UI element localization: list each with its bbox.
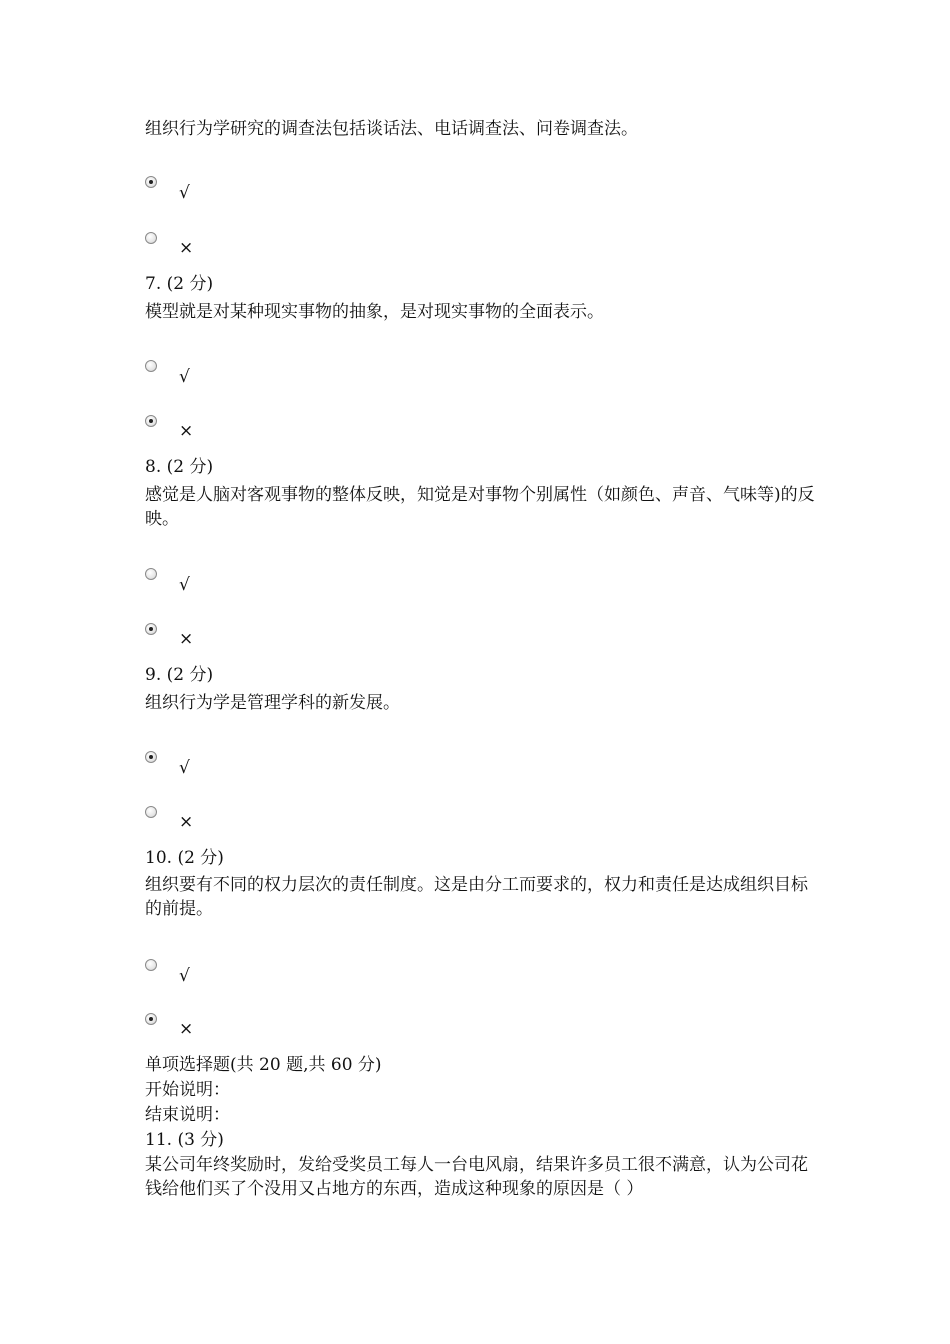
question-9-option-false[interactable] [145, 804, 205, 832]
section-start-note: 开始说明： [145, 1080, 230, 1100]
question-6-option-false[interactable] [145, 230, 205, 258]
section-title: 单项选择题(共 20 题,共 60 分) [145, 1055, 382, 1075]
question-10-header: 10. (2 分) [145, 848, 224, 868]
cross-mark-label: × [179, 238, 194, 258]
question-7-option-false[interactable] [145, 413, 205, 441]
question-8-header: 8. (2 分) [145, 457, 214, 477]
radio-unselected-icon[interactable] [145, 568, 157, 580]
question-10-option-true[interactable] [145, 957, 205, 986]
question-8-option-true[interactable] [145, 566, 205, 595]
question-9-text: 组织行为学是管理学科的新发展。 [145, 693, 400, 713]
check-mark-label: √ [179, 367, 190, 387]
check-mark-label: √ [179, 966, 190, 986]
cross-mark-label: × [179, 421, 194, 441]
radio-unselected-icon[interactable] [145, 806, 157, 818]
check-mark-label: √ [179, 758, 190, 778]
cross-mark-label: × [179, 1019, 194, 1039]
check-mark-label: √ [179, 183, 190, 203]
question-7-header: 7. (2 分) [145, 274, 214, 294]
question-7-text: 模型就是对某种现实事物的抽象，是对现实事物的全面表示。 [145, 302, 604, 322]
question-8-text: 感觉是人脑对客观事物的整体反映，知觉是对事物个别属性（如颜色、声音、气味等)的反映。 [145, 485, 815, 529]
section-end-note: 结束说明： [145, 1105, 230, 1125]
radio-selected-icon[interactable] [145, 1013, 157, 1025]
radio-unselected-icon[interactable] [145, 959, 157, 971]
cross-mark-label: × [179, 812, 194, 832]
radio-unselected-icon[interactable] [145, 360, 157, 372]
radio-selected-icon[interactable] [145, 176, 157, 188]
question-9-option-true[interactable] [145, 749, 205, 778]
question-10-option-false[interactable] [145, 1011, 205, 1039]
radio-selected-icon[interactable] [145, 415, 157, 427]
question-8-option-false[interactable] [145, 621, 205, 649]
question-6-option-true[interactable] [145, 174, 205, 203]
radio-unselected-icon[interactable] [145, 232, 157, 244]
question-9-header: 9. (2 分) [145, 665, 214, 685]
question-11-text: 某公司年终奖励时，发给受奖员工每人一台电风扇，结果许多员工很不满意，认为公司花钱给他们买了个没用又占地方的东西，造成这种现象的原因是（ ） [145, 1155, 808, 1199]
question-11-header: 11. (3 分) [145, 1130, 224, 1150]
check-mark-label: √ [179, 575, 190, 595]
radio-selected-icon[interactable] [145, 751, 157, 763]
question-6-text: 组织行为学研究的调查法包括谈话法、电话调查法、问卷调查法。 [145, 119, 638, 139]
question-10-text: 组织要有不同的权力层次的责任制度。这是由分工而要求的，权力和责任是达成组织目标的前提。 [145, 875, 808, 919]
question-7-option-true[interactable] [145, 358, 205, 387]
radio-selected-icon[interactable] [145, 623, 157, 635]
cross-mark-label: × [179, 629, 194, 649]
